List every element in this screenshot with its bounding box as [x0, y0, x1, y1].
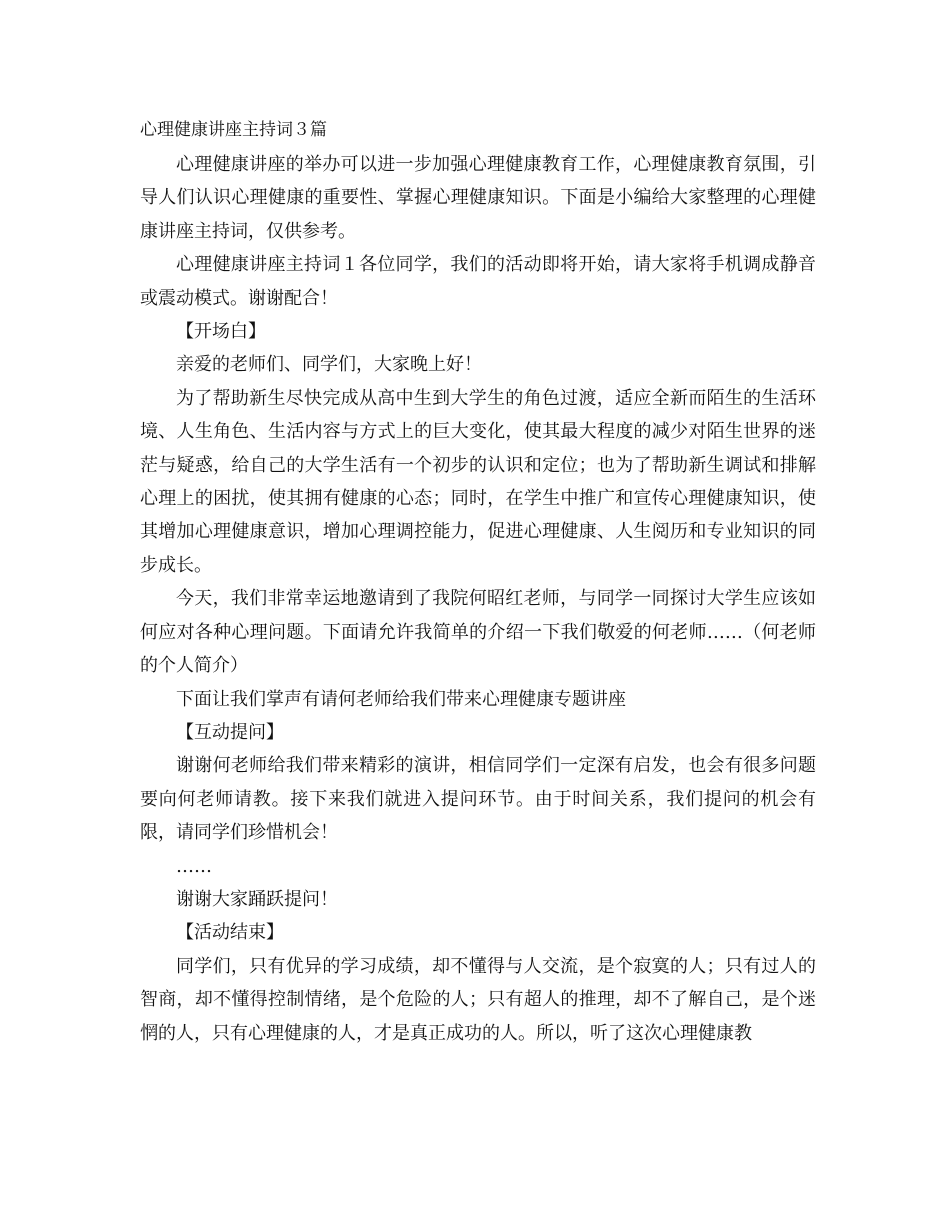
invite-speaker-paragraph: 下面让我们掌声有请何老师给我们带来心理健康专题讲座	[176, 688, 626, 710]
greeting-paragraph: 亲爱的老师们、同学们，大家晚上好！	[176, 354, 482, 376]
speaker-intro-paragraph: 今天，我们非常幸运地邀请到了我院何昭红老师，与同学一同探讨大学生应该如何应对各种心理问题。下面请允许我简单的介绍一下我们敬爱的何老师……（何老师的个人简介）	[140, 588, 816, 677]
document-title: 心理健康讲座主持词３篇	[140, 120, 327, 140]
purpose-paragraph: 为了帮助新生尽快完成从高中生到大学生的角色过渡，适应全新而陌生的生活环境、人生角色、生活内容与方式上的巨大变化，使其最大程度的减少对陌生世界的迷茫与疑惑，给自己的大学生活有一个初步的认识和定位；也为了帮助新生调试和排解心理上的困扰，使其拥有健康的心态；同时，在学生中推广和宣传心理健康知识，使其增加心理健康意识，增加心理调控能力，促进心理健康、人生阅历和专业知识的同步成长。	[140, 387, 816, 576]
script-1-opening-notice: 心理健康讲座主持词１各位同学，我们的活动即将开始，请大家将手机调成静音或震动模式。谢谢配合！	[140, 254, 816, 309]
thanks-paragraph: 谢谢大家踊跃提问！	[176, 888, 338, 910]
closing-paragraph: 同学们，只有优异的学习成绩，却不懂得与人交流，是个寂寞的人；只有过人的智商，却不懂得控制情绪，是个危险的人；只有超人的推理，却不了解自己，是个迷惘的人，只有心理健康的人，才是真正成功的人。所以，听了这次心理健康教	[140, 955, 816, 1044]
qa-intro-paragraph: 谢谢何老师给我们带来精彩的演讲，相信同学们一定深有启发，也会有很多问题要向何老师请教。接下来我们就进入提问环节。由于时间关系，我们提问的机会有限，请同学们珍惜机会！	[140, 755, 816, 844]
section-heading-closing: 【活动结束】	[176, 922, 284, 944]
section-heading-qa: 【互动提问】	[176, 721, 284, 743]
document-body	[140, 116, 816, 1050]
intro-paragraph: 心理健康讲座的举办可以进一步加强心理健康教育工作，心理健康教育氛围，引导人们认识心理健康的重要性、掌握心理健康知识。下面是小编给大家整理的心理健康讲座主持词，仅供参考。	[140, 154, 816, 242]
section-heading-opening: 【开场白】	[176, 321, 266, 343]
ellipsis-paragraph: ……	[176, 855, 212, 877]
